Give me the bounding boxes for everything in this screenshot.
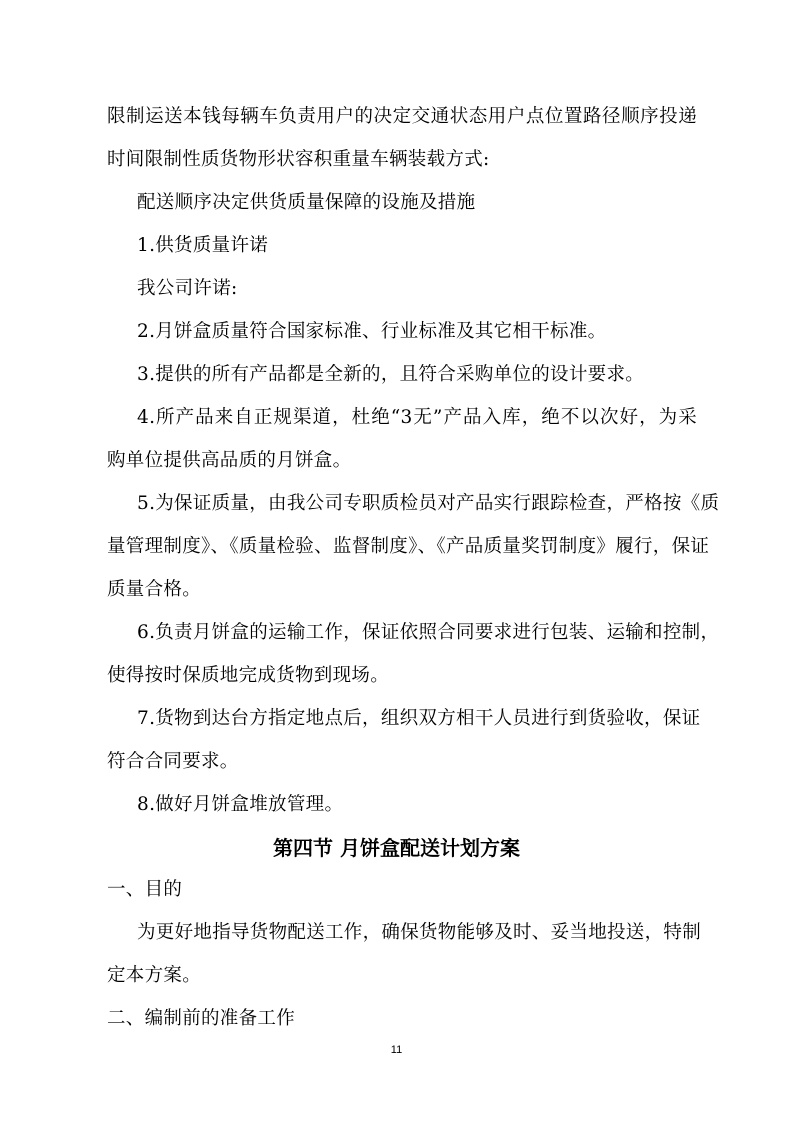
paragraph-line: 我公司许诺: (137, 278, 238, 299)
list-item: 4.所产品来自正规渠道，杜绝“3无”产品入库，绝不以次好，为采 (137, 407, 697, 428)
list-item-continuation: 符合合同要求。 (107, 751, 239, 772)
list-item: 6.负责月饼盒的运输工作，保证依照合同要求进行包装、运输和控制， (137, 622, 720, 643)
list-item-continuation: 购单位提供高品质的月饼盒。 (107, 450, 352, 471)
list-item: 5.为保证质量，由我公司专职质检员对产品实行跟踪检查，严格按《质 (137, 493, 720, 514)
list-item-heading: 1.供货质量许诺 (137, 235, 269, 256)
subsection-heading: 一、目的 (107, 879, 183, 900)
paragraph-line: 定本方案。 (107, 965, 202, 986)
paragraph-line: 为更好地指导货物配送工作，确保货物能够及时、妥当地投送，特制 (137, 922, 702, 943)
paragraph-line: 限制运送本钱每辆车负责用户的决定交通状态用户点位置路径顺序投递 (107, 106, 697, 127)
list-item: 8.做好月饼盒堆放管理。 (137, 794, 344, 815)
paragraph-line: 时间限制性质货物形状容积重量车辆装载方式: (107, 149, 490, 170)
page-number: 11 (390, 1044, 403, 1056)
list-item: 7.货物到达台方指定地点后，组织双方相干人员进行到货验收，保证 (137, 708, 701, 729)
section-heading: 第四节 月饼盒配送计划方案 (273, 836, 520, 860)
list-item: 3.提供的所有产品都是全新的，且符合采购单位的设计要求。 (137, 364, 645, 385)
list-item-continuation: 质量合格。 (107, 579, 202, 600)
list-item: 2.月饼盒质量符合国家标准、行业标准及其它相干标准。 (137, 321, 607, 342)
subsection-heading: 二、编制前的准备工作 (107, 1008, 296, 1029)
list-item-continuation: 量管理制度》、《质量检验、监督制度》、《产品质量奖罚制度》履行，保证 (107, 536, 710, 557)
list-item-continuation: 使得按时保质地完成货物到现场。 (107, 665, 390, 686)
paragraph-line: 配送顺序决定供货质量保障的设施及措施 (137, 192, 476, 213)
